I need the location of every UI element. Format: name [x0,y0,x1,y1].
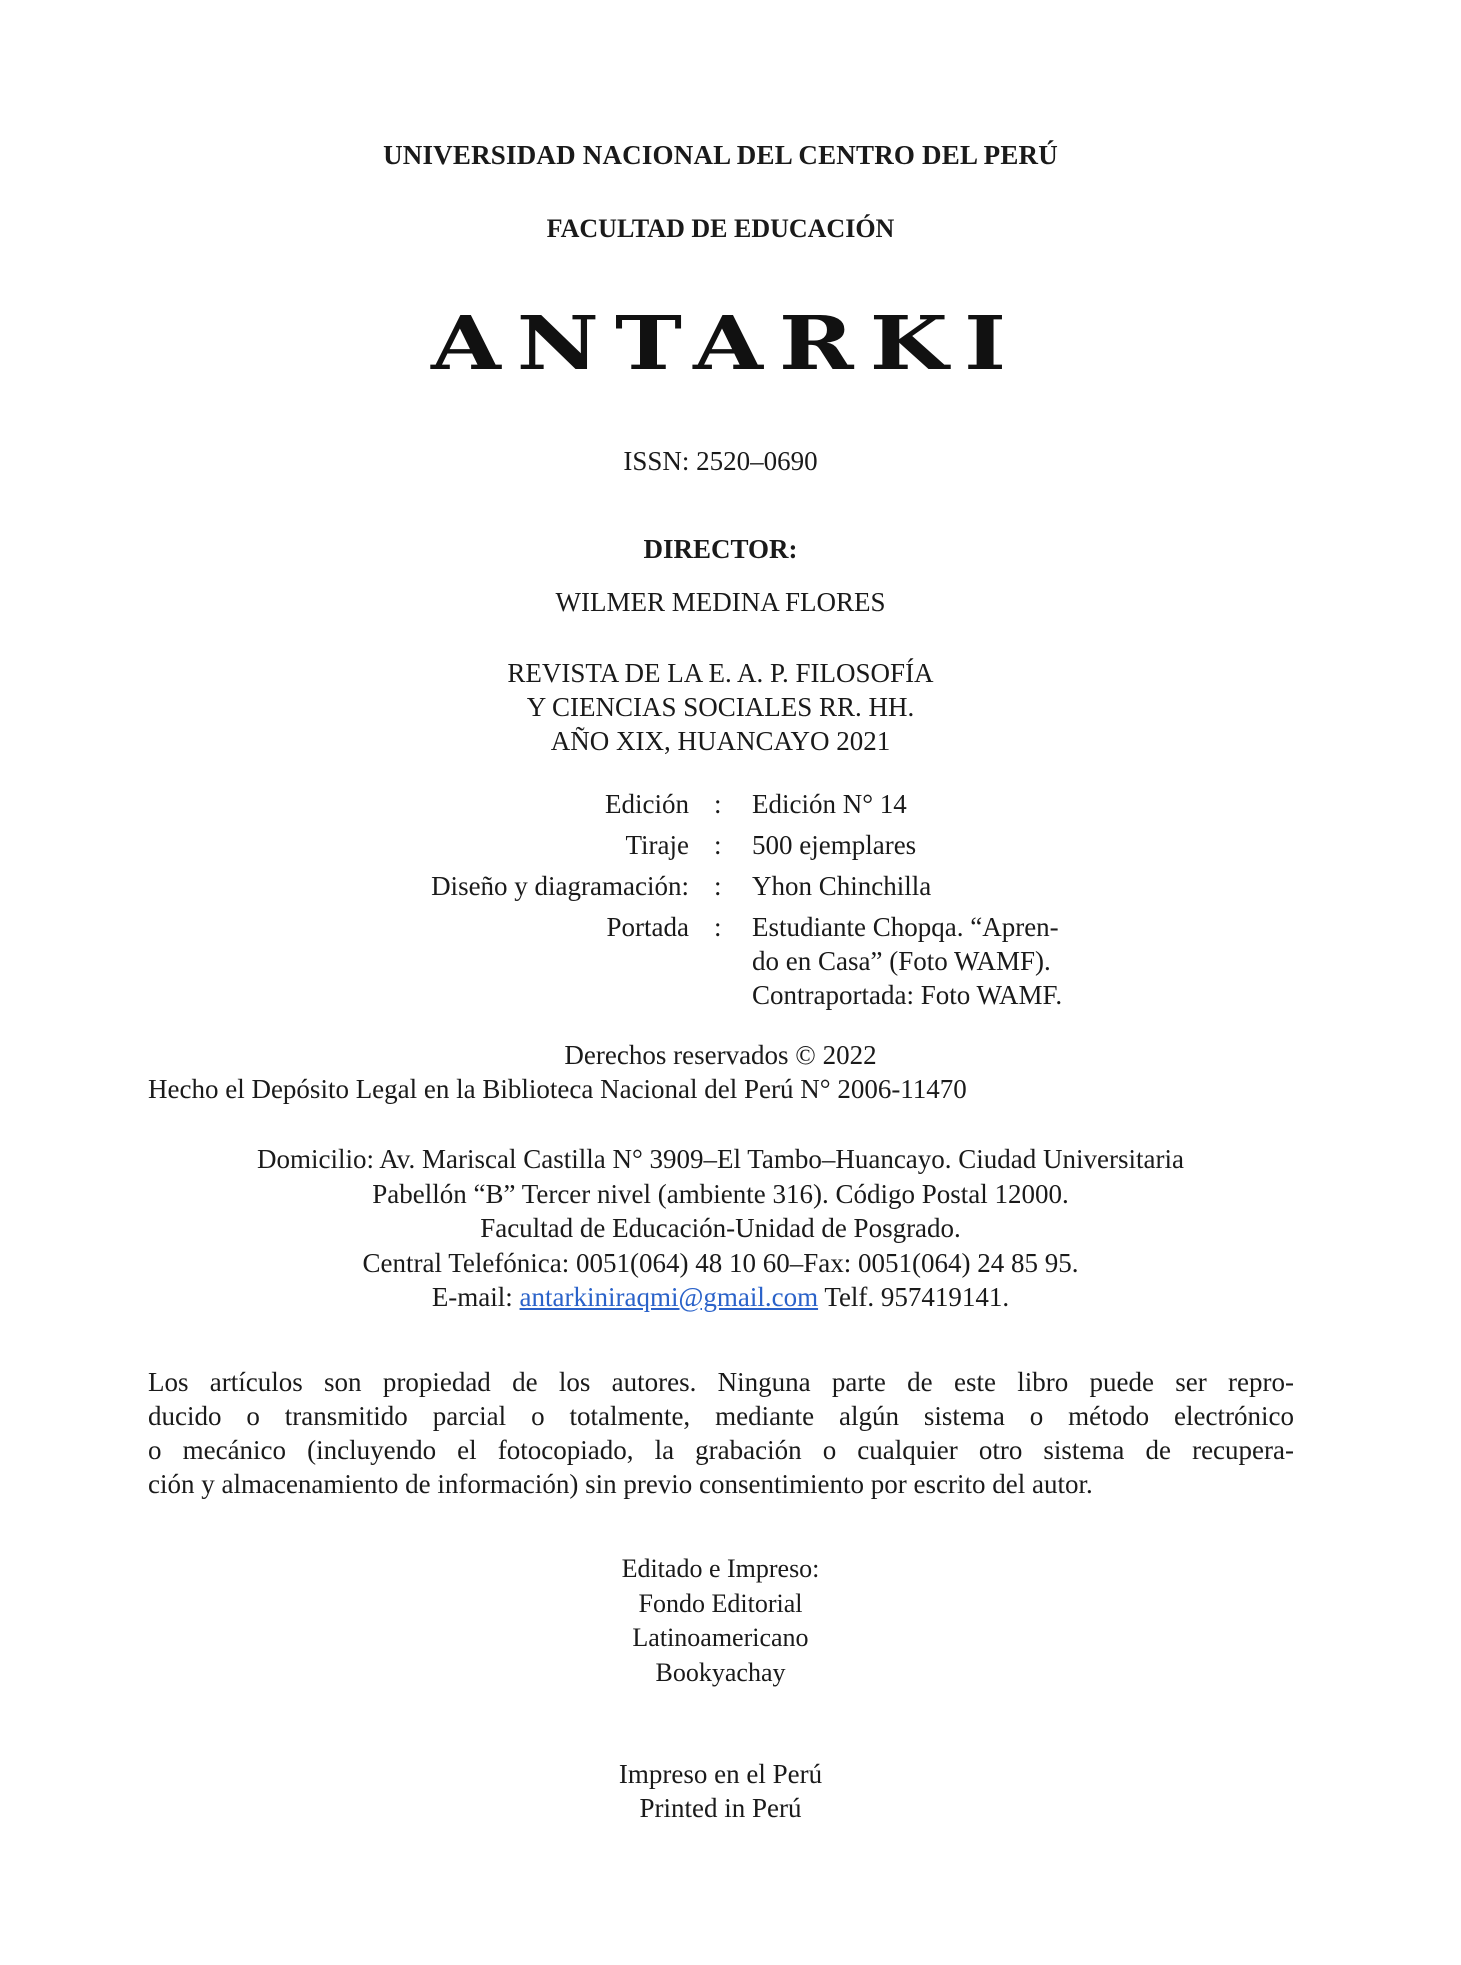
publisher-line: Bookyachay [655,1657,786,1687]
credit-row-tiraje [0,828,1461,869]
disclaimer-line: ción y almacenamiento de información) sin previo consentimiento por escrito del autor. [148,1469,1093,1499]
address-line: Central Telefónica: 0051(064) 48 10 60–Fax: 0051(064) 24 85 95. [362,1247,1079,1278]
publisher-label: Editado e Impreso: [621,1554,820,1583]
address-line: Domicilio: Av. Mariscal Castilla N° 3909–El Tambo–Huancayo. Ciudad Universitaria [257,1144,1184,1174]
director-label: DIRECTOR: [643,534,798,564]
credit-label: Tiraje [625,830,689,860]
credit-separator: : [714,871,722,901]
credit-row-diseno [0,869,1461,910]
credit-label: Edición [605,789,689,819]
credit-separator: : [714,830,722,860]
credit-value: Yhon Chinchilla [752,871,932,901]
journal-description-line: REVISTA DE LA E. A. P. FILOSOFÍA [507,658,934,688]
copyright-notice: Derechos reservados © 2022 [564,1040,877,1070]
email-prefix: E-mail: [431,1282,513,1312]
email-link[interactable]: antarkiniraqmi@gmail.com [519,1282,819,1312]
credit-value: Edición N° 14 [752,789,907,819]
university-name: UNIVERSIDAD NACIONAL DEL CENTRO DEL PERÚ [383,140,1058,170]
publisher-line: Latinoamericano [632,1623,809,1652]
journal-description-line: Y CIENCIAS SOCIALES RR. HH. [526,692,915,722]
credit-value [752,910,1062,1012]
printed-in [0,1757,1451,1825]
credit-value-line: do en Casa” (Foto WAMF). [752,946,1051,976]
address-line: Facultad de Educación-Unidad de Posgrado. [480,1213,961,1243]
journal-description-line: AÑO XIX, HUANCAYO 2021 [550,726,891,756]
address-line: Pabellón “B” Tercer nivel (ambiente 316). Código Postal 12000. [372,1178,1069,1209]
address-block [0,1142,1451,1315]
printed-in-spanish: Impreso en el Perú [618,1759,823,1789]
printed-in-english: Printed in Perú [639,1793,802,1823]
issn-number: ISSN: 2520–0690 [623,446,818,476]
disclaimer-line: Los artículos son propiedad de los autores. Ninguna parte de este libro puede ser repro- [148,1367,1294,1397]
director-name: WILMER MEDINA FLORES [555,587,886,617]
publisher-line: Fondo Editorial [638,1588,803,1618]
credit-separator: : [714,789,722,819]
faculty-name: FACULTAD DE EDUCACIÓN [546,214,895,243]
credit-value-line: Estudiante Chopqa. “Apren- [752,912,1059,942]
copyright-disclaimer [148,1365,1294,1501]
disclaimer-line: ducido o transmitido parcial o totalmente, mediante algún sistema o método electrónico [148,1401,1294,1431]
credit-row-edicion [0,787,1461,828]
publisher-block [0,1552,1451,1690]
journal-logo: ANTARKI [430,300,1023,387]
credit-value-line: Contraportada: Foto WAMF. [752,980,1063,1010]
phone-number: Telf. 957419141. [824,1282,1010,1312]
legal-deposit: Hecho el Depósito Legal en la Biblioteca Nacional del Perú N° 2006-11470 [148,1074,967,1104]
credit-separator: : [714,912,722,942]
contact-line [0,1280,1451,1315]
credit-value: 500 ejemplares [752,830,917,860]
credits-table [0,787,1461,1010]
disclaimer-line: o mecánico (incluyendo el fotocopiado, la grabación o cualquier otro sistema de recupera- [148,1435,1294,1465]
credit-label: Diseño y diagramación: [431,871,689,901]
journal-description [0,656,1451,758]
credit-label: Portada [606,912,689,942]
